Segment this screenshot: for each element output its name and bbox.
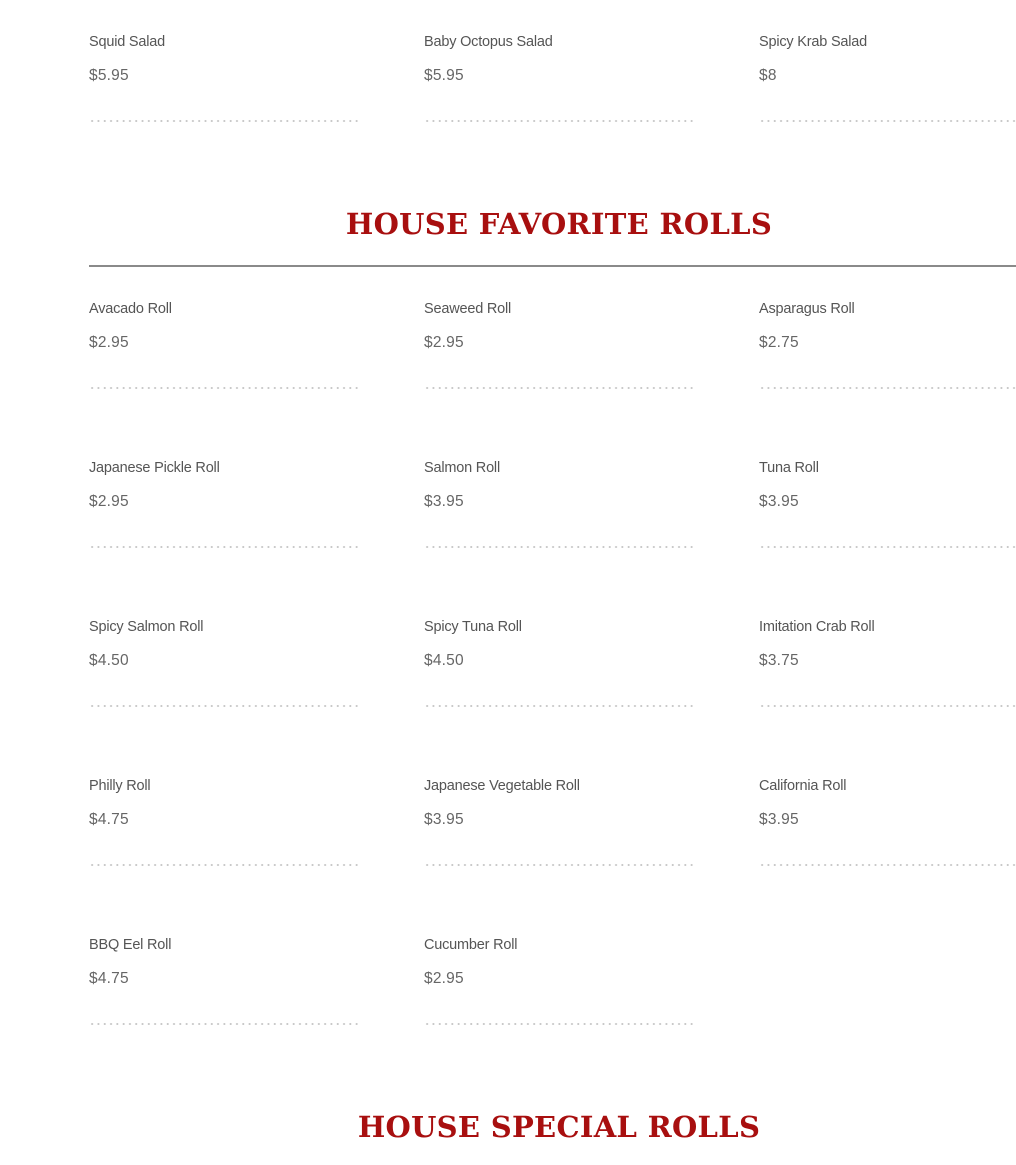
item-name: Imitation Crab Roll (759, 619, 875, 635)
menu-item (424, 619, 759, 778)
item-name: Japanese Vegetable Roll (424, 778, 580, 794)
item-price: $5.95 (424, 67, 464, 84)
menu-item (759, 301, 1016, 460)
item-price: $2.95 (89, 493, 129, 510)
item-price: $4.75 (89, 811, 129, 828)
dotted-divider (424, 387, 694, 389)
item-name: Squid Salad (89, 34, 165, 50)
item-name: Tuna Roll (759, 460, 819, 476)
item-price: $3.95 (759, 493, 799, 510)
menu-item (759, 778, 1016, 937)
dotted-divider (759, 705, 1016, 707)
item-price: $2.95 (89, 334, 129, 351)
menu-item (424, 937, 759, 1096)
dotted-divider (759, 864, 1016, 866)
dotted-divider (424, 120, 694, 122)
dotted-divider (89, 705, 359, 707)
item-name: Salmon Roll (424, 460, 500, 476)
item-name: Asparagus Roll (759, 301, 855, 317)
item-name: Avacado Roll (89, 301, 172, 317)
dotted-divider (424, 705, 694, 707)
item-name: Philly Roll (89, 778, 151, 794)
item-price: $2.95 (424, 334, 464, 351)
dotted-divider (89, 864, 359, 866)
menu-item (424, 301, 759, 460)
item-price: $5.95 (89, 67, 129, 84)
dotted-divider (89, 1023, 359, 1025)
salads-grid (89, 34, 1016, 193)
item-price: $8 (759, 67, 777, 84)
item-price: $3.95 (424, 811, 464, 828)
item-price: $3.95 (759, 811, 799, 828)
dotted-divider (424, 1023, 694, 1025)
dotted-divider (89, 120, 359, 122)
dotted-divider (424, 864, 694, 866)
menu-item (89, 937, 424, 1096)
menu-item (759, 34, 1016, 193)
section-title-house-favorite: HOUSE FAVORITE ROLLS (345, 207, 773, 241)
menu-item (759, 619, 1016, 778)
section-title-house-special: HOUSE SPECIAL ROLLS (357, 1110, 761, 1144)
menu-item (89, 619, 424, 778)
menu-item (89, 778, 424, 937)
item-name: Seaweed Roll (424, 301, 512, 317)
item-name: Spicy Salmon Roll (89, 619, 204, 635)
item-price: $3.75 (759, 652, 799, 669)
item-price: $4.75 (89, 970, 129, 987)
dotted-divider (89, 387, 359, 389)
menu-item (89, 301, 424, 460)
item-price: $2.95 (424, 970, 464, 987)
house-favorite-grid (89, 301, 1016, 1096)
item-name: Baby Octopus Salad (424, 34, 553, 50)
dotted-divider (424, 546, 694, 548)
item-price: $4.50 (89, 652, 129, 669)
item-name: Japanese Pickle Roll (89, 460, 220, 476)
dotted-divider (759, 546, 1016, 548)
menu-item (89, 460, 424, 619)
item-name: Spicy Krab Salad (759, 34, 868, 50)
dotted-divider (759, 120, 1016, 122)
section-divider (89, 265, 1016, 267)
menu-item (89, 34, 424, 193)
menu-item (424, 778, 759, 937)
menu-item (424, 460, 759, 619)
item-price: $3.95 (424, 493, 464, 510)
item-price: $4.50 (424, 652, 464, 669)
menu-item (424, 34, 759, 193)
item-name: California Roll (759, 778, 847, 794)
item-name: BBQ Eel Roll (89, 937, 172, 953)
dotted-divider (759, 387, 1016, 389)
item-name: Cucumber Roll (424, 937, 518, 953)
item-price: $2.75 (759, 334, 799, 351)
dotted-divider (89, 546, 359, 548)
menu-item (759, 460, 1016, 619)
item-name: Spicy Tuna Roll (424, 619, 522, 635)
